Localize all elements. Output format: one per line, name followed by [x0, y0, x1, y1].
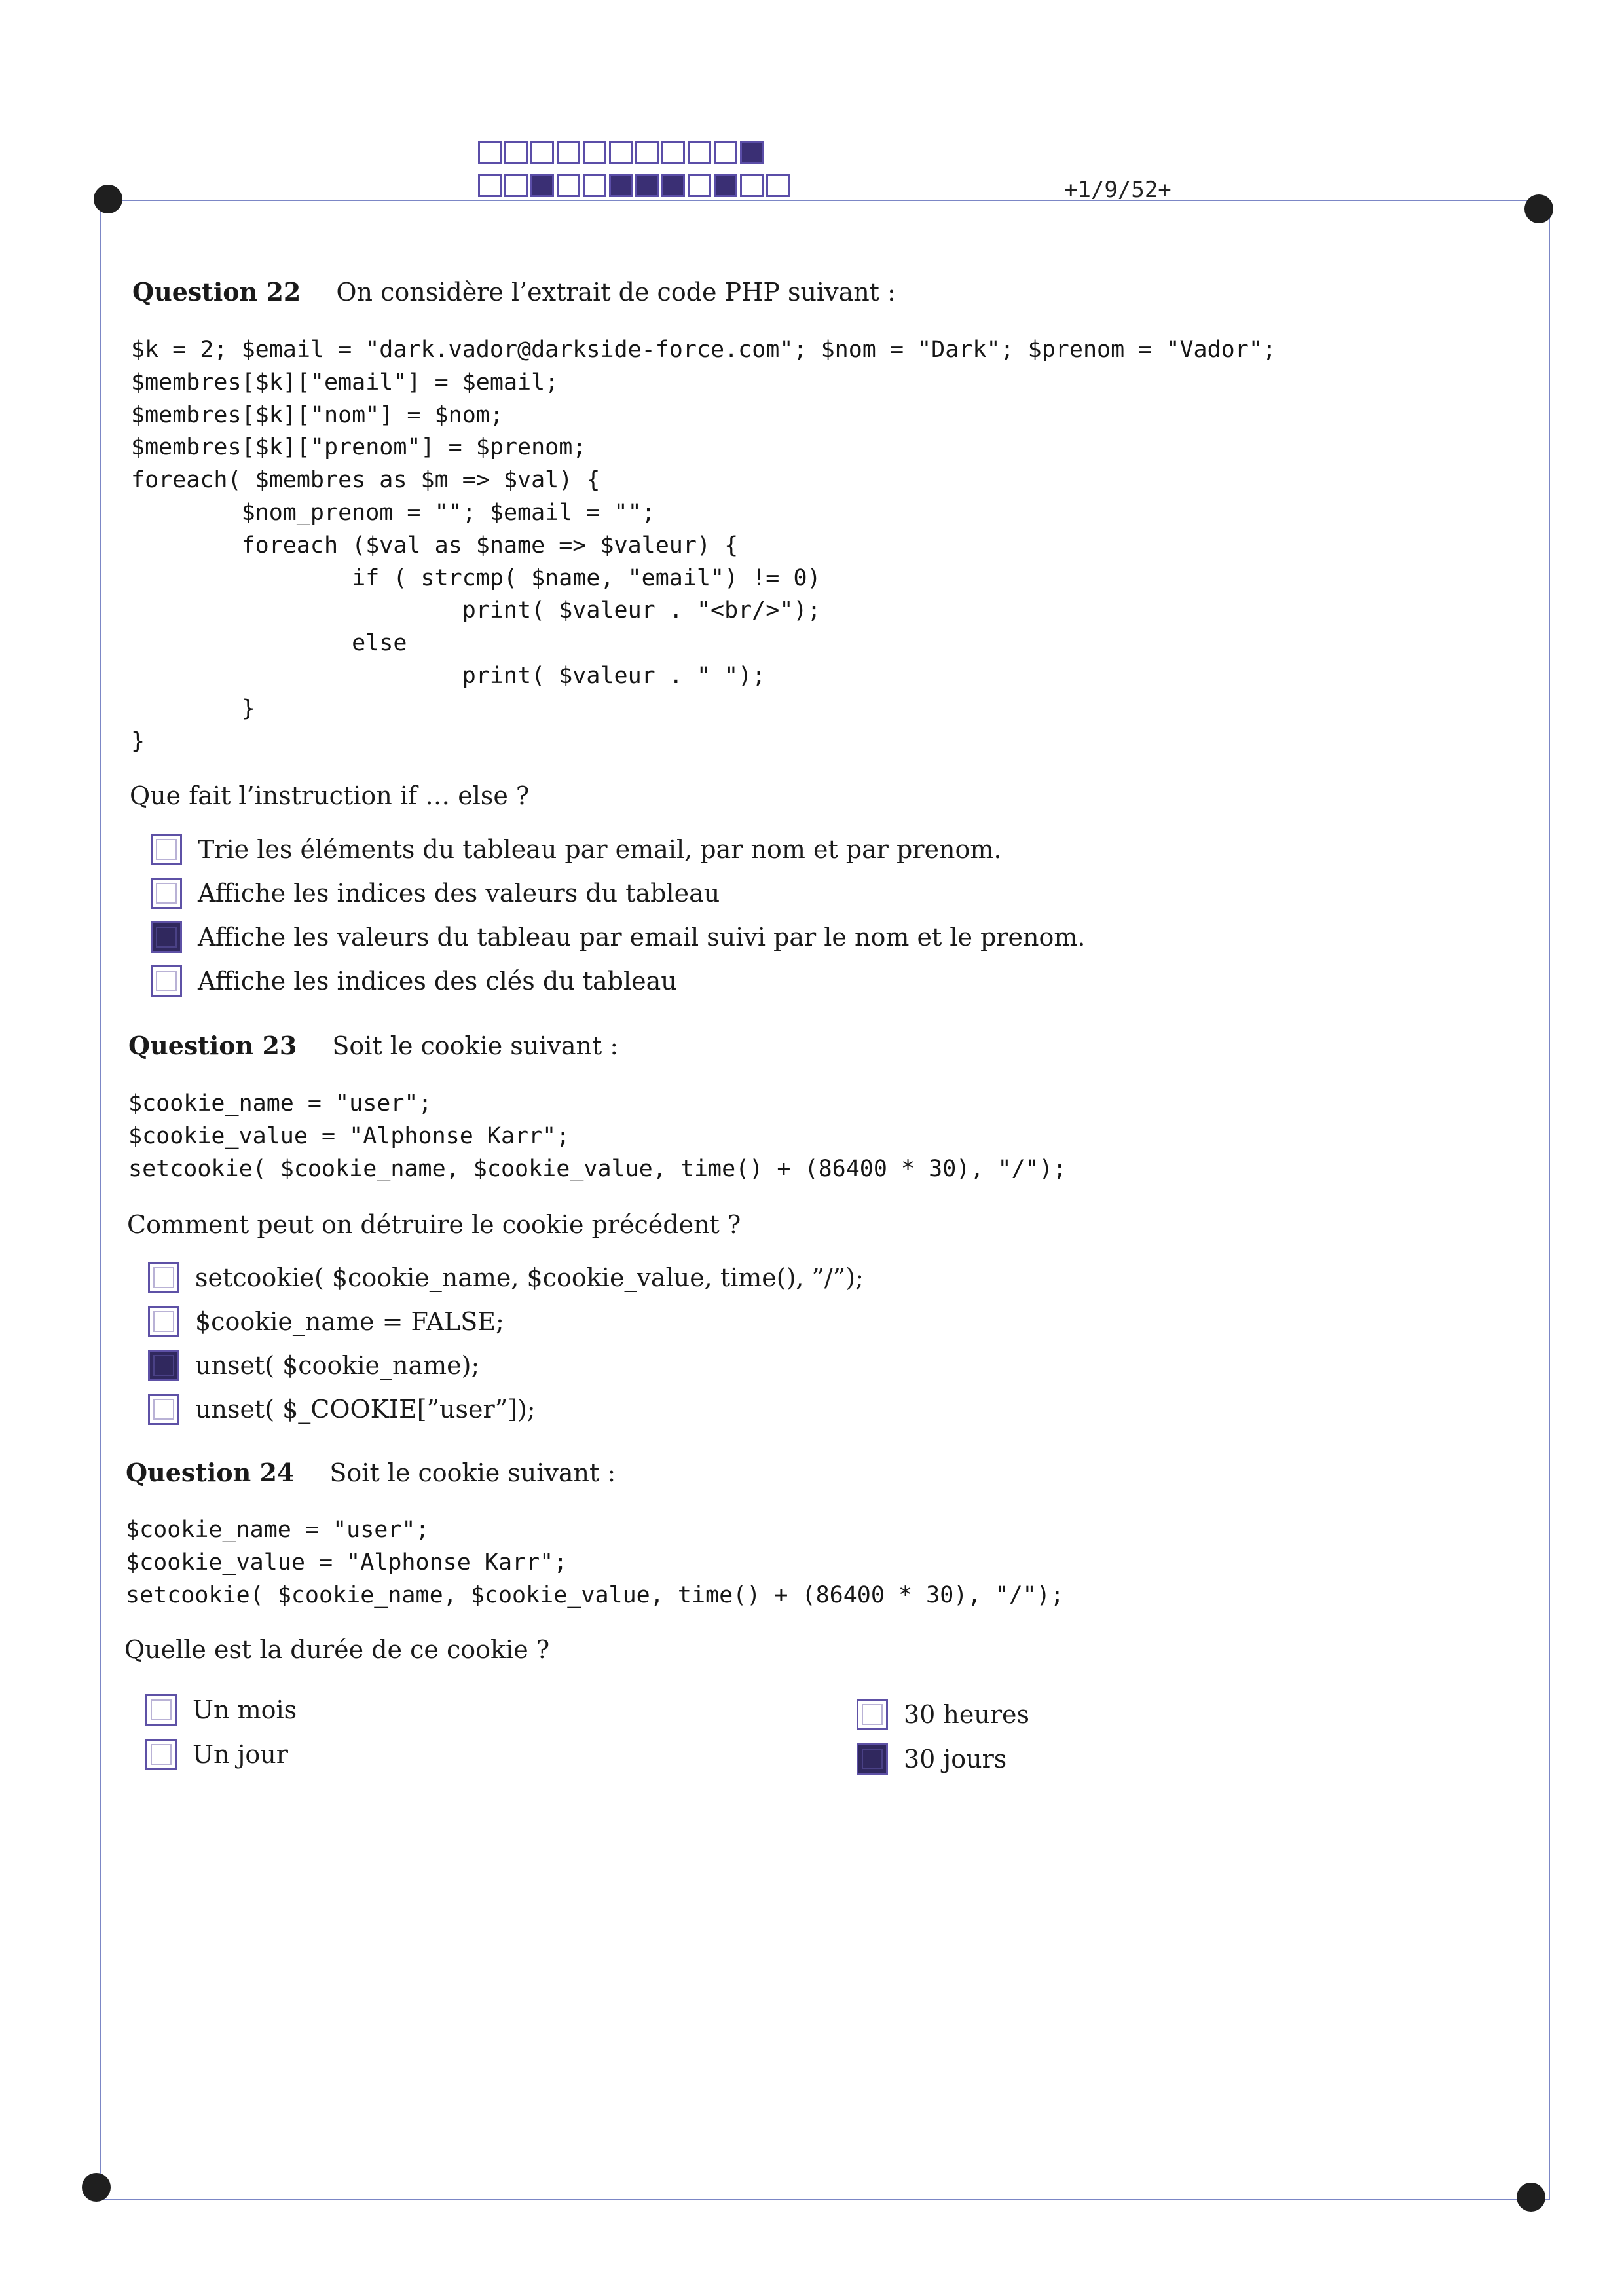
- option-label: setcookie( $cookie_name, $cookie_value, time(), ”/”);: [195, 1263, 864, 1292]
- question-24-prompt: Quelle est la durée de ce cookie ?: [124, 1635, 550, 1664]
- id-grid-cell: [530, 141, 554, 164]
- question-number: Question 24: [126, 1458, 295, 1487]
- id-grid-cell: [530, 174, 554, 197]
- option-label: 30 jours: [904, 1745, 1007, 1773]
- question-24-code: $cookie_name = "user"; $cookie_value = "Alphonse Karr"; setcookie( $cookie_name, $cookie_value, time() + (86400 * 30), "/");: [126, 1517, 1064, 1608]
- option-label: unset( $_COOKIE[”user”]);: [195, 1395, 536, 1424]
- q24-option-3[interactable]: [857, 1699, 1029, 1730]
- question-number: Question 23: [128, 1031, 297, 1060]
- id-grid-bottom-row: [478, 174, 792, 197]
- option-label: 30 heures: [904, 1700, 1030, 1729]
- question-intro: Soit le cookie suivant :: [332, 1031, 619, 1060]
- q24-option-2[interactable]: [145, 1739, 288, 1770]
- option-label: Affiche les valeurs du tableau par email suivi par le nom et le prenom.: [198, 923, 1086, 952]
- id-grid-cell: [714, 141, 737, 164]
- corner-mark-bottom-left: [82, 2173, 111, 2202]
- option-label: $cookie_name = FALSE;: [195, 1307, 504, 1336]
- id-grid-cell: [478, 174, 502, 197]
- checkbox[interactable]: [151, 965, 182, 997]
- question-22-prompt: Que fait l’instruction if … else ?: [130, 781, 530, 810]
- id-grid-cell: [557, 141, 580, 164]
- q23-option-1[interactable]: [148, 1262, 864, 1293]
- corner-mark-top-left: [94, 185, 122, 213]
- option-label: Trie les éléments du tableau par email, par nom et par prenom.: [198, 835, 1002, 864]
- q22-option-4[interactable]: [151, 965, 677, 997]
- checkbox[interactable]: [148, 1394, 179, 1425]
- id-grid-cell: [740, 174, 764, 197]
- id-grid-cell: [504, 174, 528, 197]
- id-grid-cell: [478, 141, 502, 164]
- id-grid-top-row: [478, 141, 766, 164]
- id-grid-cell: [583, 141, 606, 164]
- checkbox[interactable]: [857, 1743, 888, 1775]
- id-grid-cell: [661, 141, 685, 164]
- id-grid-cell: [635, 141, 659, 164]
- id-grid-cell: [688, 174, 711, 197]
- option-label: Un mois: [193, 1695, 297, 1724]
- option-label: Affiche les indices des valeurs du tableau: [198, 879, 720, 908]
- id-grid-cell: [766, 174, 790, 197]
- corner-mark-top-right: [1524, 194, 1553, 223]
- checkbox[interactable]: [857, 1699, 888, 1730]
- checkbox[interactable]: [148, 1262, 179, 1293]
- id-grid-cell: [583, 174, 606, 197]
- id-grid-cell: [609, 141, 633, 164]
- checkbox[interactable]: [151, 878, 182, 909]
- page-identifier: +1/9/52+: [1064, 177, 1172, 203]
- checkbox[interactable]: [148, 1306, 179, 1337]
- question-22-header: [132, 277, 896, 306]
- question-number: Question 22: [132, 277, 301, 306]
- id-grid-cell: [714, 174, 737, 197]
- id-grid-cell: [661, 174, 685, 197]
- q23-option-2[interactable]: [148, 1306, 504, 1337]
- checkbox[interactable]: [151, 921, 182, 953]
- question-23-prompt: Comment peut on détruire le cookie précédent ?: [127, 1210, 741, 1239]
- q24-option-4[interactable]: [857, 1743, 1006, 1775]
- option-label: Affiche les indices des clés du tableau: [198, 967, 677, 995]
- id-grid-cell: [504, 141, 528, 164]
- checkbox[interactable]: [151, 834, 182, 865]
- q22-option-1[interactable]: [151, 834, 1001, 865]
- id-grid-cell: [688, 141, 711, 164]
- id-grid-cell: [609, 174, 633, 197]
- checkbox[interactable]: [148, 1350, 179, 1381]
- question-intro: On considère l’extrait de code PHP suivant :: [336, 278, 896, 306]
- option-label: Un jour: [193, 1740, 288, 1769]
- id-grid-cell: [740, 141, 764, 164]
- q22-option-3[interactable]: [151, 921, 1085, 953]
- q24-option-1[interactable]: [145, 1694, 297, 1726]
- checkbox[interactable]: [145, 1694, 177, 1726]
- question-23-code: $cookie_name = "user"; $cookie_value = "Alphonse Karr"; setcookie( $cookie_name, $cookie_value, time() + (86400 * 30), "/");: [128, 1090, 1067, 1182]
- q23-option-4[interactable]: [148, 1394, 536, 1425]
- id-grid-cell: [635, 174, 659, 197]
- question-22-code: $k = 2; $email = "dark.vador@darkside-force.com"; $nom = "Dark"; $prenom = "Vador"; $membres[$k]["email"] = $email; $membres[$k]["nom"] = $nom; $membres[$k]["prenom"] = $prenom; foreach( $membres as $m => $val) { $nom_prenom = ""; $email = ""; foreach ($val as $name => $valeur) { if ( strcmp( $name, "email") != 0) print( $valeur . "<br/>"); else print( $valeur . " "); } }: [131, 337, 1276, 754]
- q23-option-3[interactable]: [148, 1350, 479, 1381]
- q22-option-2[interactable]: [151, 878, 720, 909]
- question-24-header: [126, 1458, 616, 1487]
- question-intro: Soit le cookie suivant :: [329, 1458, 616, 1487]
- id-grid-cell: [557, 174, 580, 197]
- checkbox[interactable]: [145, 1739, 177, 1770]
- question-23-header: [128, 1031, 618, 1060]
- option-label: unset( $cookie_name);: [195, 1351, 480, 1380]
- corner-mark-bottom-right: [1517, 2183, 1545, 2212]
